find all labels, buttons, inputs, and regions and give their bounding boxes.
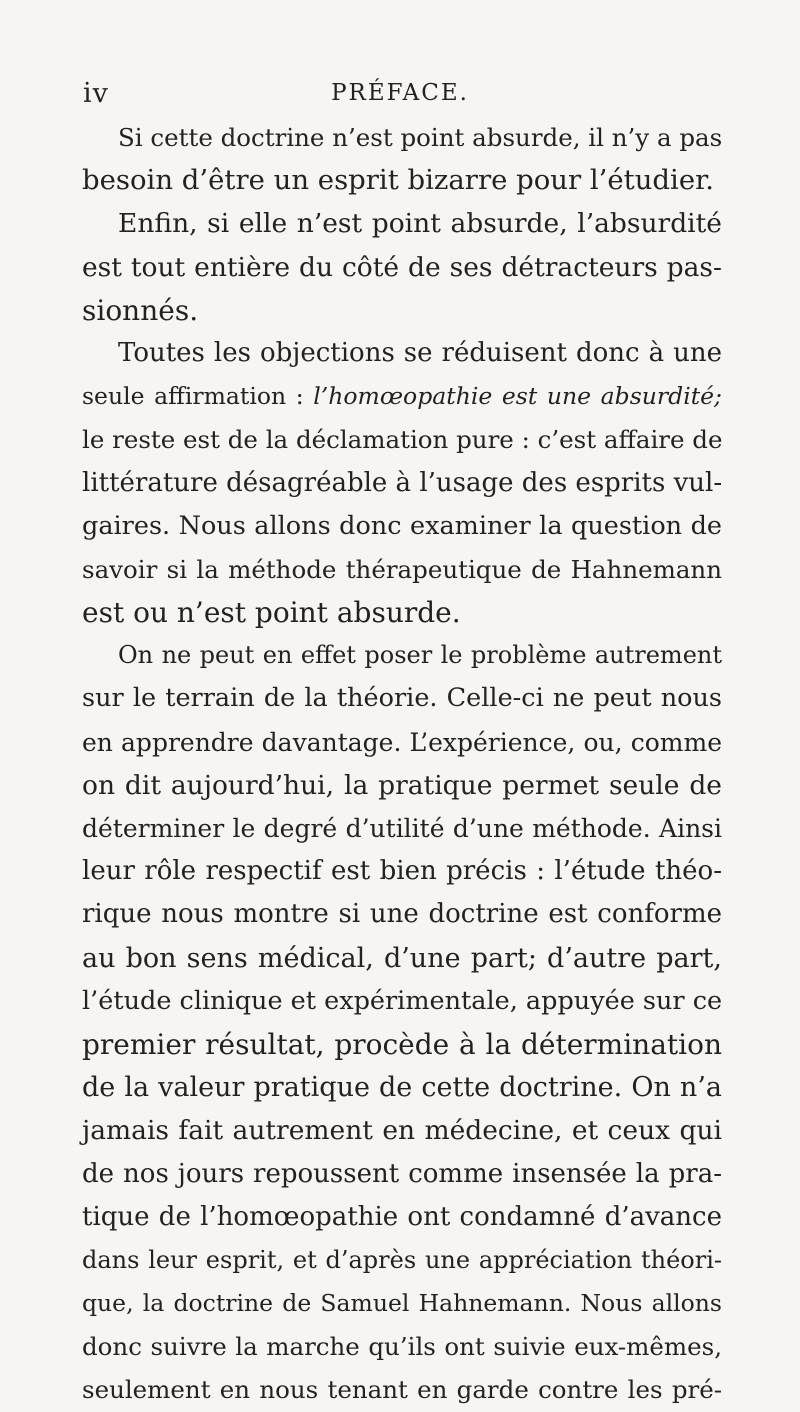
text-line: On ne peut en effet poser le problème autrement bbox=[118, 641, 722, 670]
text-line: est ou n’est point absurde. bbox=[82, 596, 461, 630]
text-line: seulement en nous tenant en garde contre les pré- bbox=[82, 1375, 722, 1405]
text-segment: seule affirmation : bbox=[82, 382, 314, 411]
text-line: de nos jours repoussent comme insensée la pra- bbox=[82, 1158, 722, 1189]
text-line: jamais fait autrement en médecine, et ceux qui bbox=[82, 1115, 722, 1147]
text-line: le reste est de la déclamation pure : c’est affaire de bbox=[82, 425, 723, 455]
text-line: l’étude clinique et expérimentale, appuyée sur ce bbox=[82, 985, 723, 1016]
running-title: PRÉFACE. bbox=[331, 80, 469, 106]
text-line: sur le terrain de la théorie. Celle-ci ne peut nous bbox=[82, 683, 722, 714]
text-line: littérature désagréable à l’usage des esprits vul- bbox=[82, 467, 723, 498]
text-line: au bon sens médical, d’une part; d’autre part, bbox=[82, 942, 722, 974]
body-text bbox=[82, 116, 722, 1412]
text-line: est tout entière du côté de ses détracteurs pas- bbox=[82, 251, 722, 283]
text-line: en apprendre davantage. L’expérience, ou, comme bbox=[82, 727, 722, 757]
text-line: dans leur esprit, et d’après une appréciation théori- bbox=[82, 1245, 722, 1274]
text-line: leur rôle respectif est bien précis : l’étude théo- bbox=[82, 856, 722, 887]
text-line bbox=[82, 375, 722, 418]
text-line: premier résultat, procède à la détermination bbox=[82, 1027, 722, 1061]
italic-text-segment: l’homœopathie est une absurdité; bbox=[313, 382, 722, 411]
text-line: savoir si la méthode thérapeutique de Hahnemann bbox=[82, 554, 722, 584]
text-line: Enfin, si elle n’est point absurde, l’absurdité bbox=[118, 208, 722, 240]
text-line: sionnés. bbox=[82, 293, 199, 327]
text-line: gaires. Nous allons donc examiner la question de bbox=[82, 510, 722, 541]
text-line: rique nous montre si une doctrine est conforme bbox=[82, 899, 722, 930]
text-line: Si cette doctrine n’est point absurde, il n’y a pas bbox=[118, 123, 723, 152]
text-line: de la valeur pratique de cette doctrine. On n’a bbox=[82, 1072, 722, 1104]
page-number: iv bbox=[83, 78, 109, 109]
text-line: besoin d’être un esprit bizarre pour l’étudier. bbox=[82, 164, 714, 197]
text-line: donc suivre la marche qu’ils ont suivie eux-mêmes, bbox=[82, 1332, 722, 1362]
text-line: Toutes les objections se réduisent donc à une bbox=[118, 337, 722, 368]
text-line: déterminer le degré d’utilité d’une méthode. Ainsi bbox=[82, 814, 722, 843]
text-line: on dit aujourd’hui, la pratique permet seule de bbox=[82, 769, 722, 801]
page-header bbox=[0, 78, 800, 118]
text-line: que, la doctrine de Samuel Hahnemann. Nous allons bbox=[82, 1289, 722, 1318]
text-line: tique de l’homœopathie ont condamné d’avance bbox=[82, 1201, 722, 1232]
